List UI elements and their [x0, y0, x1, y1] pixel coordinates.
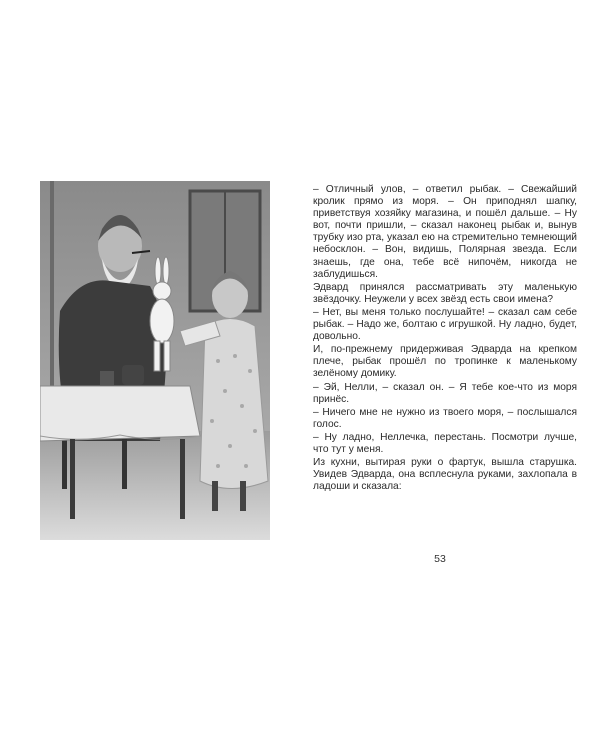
illustration-drawing: [40, 181, 270, 540]
paragraph: – Отличный улов, – ответил рыбак. – Свежайший кролик прямо из моря. – Он приподнял шапку, приветствуя хозяйку магазина, и пошёл дальше. – Ну вот, почти пришли, – сказал наконец рыбак и, вынув трубку изо рта, указал ею на стремительно темнеющий небосклон. – Вон, видишь, Полярная звезда. Если знаешь, где она, тебе всё нипочём, никогда не заблудишься.: [313, 184, 577, 280]
paragraph: – Эй, Нелли, – сказал он. – Я тебе кое-что из моря принёс.: [313, 381, 577, 405]
page-number: 53: [434, 553, 446, 565]
paragraph: – Нет, вы меня только послушайте! – сказал сам себе рыбак. – Надо же, болтаю с игрушкой. Ну ладно, будет, довольно.: [313, 306, 577, 343]
paragraph: – Ничего мне не нужно из твоего моря, – послышался голос.: [313, 406, 577, 430]
paragraph: Из кухни, вытирая руки о фартук, вышла старушка. Увидев Эдварда, она всплеснула руками, захлопала в ладоши и сказала:: [313, 457, 577, 493]
paragraph: Эдвард принялся рассматривать эту маленькую звёздочку. Неужели у всех звёзд есть свои имена?: [313, 281, 577, 305]
illustration-fisherman-and-old-woman: [40, 181, 270, 540]
paragraph: И, по-прежнему придерживая Эдварда на крепком плече, рыбак прошёл по тропинке к маленькому зелёному домику.: [313, 344, 577, 380]
paragraph: – Ну ладно, Неллечка, перестань. Посмотри лучше, что тут у меня.: [313, 431, 577, 455]
body-text: [313, 184, 577, 494]
